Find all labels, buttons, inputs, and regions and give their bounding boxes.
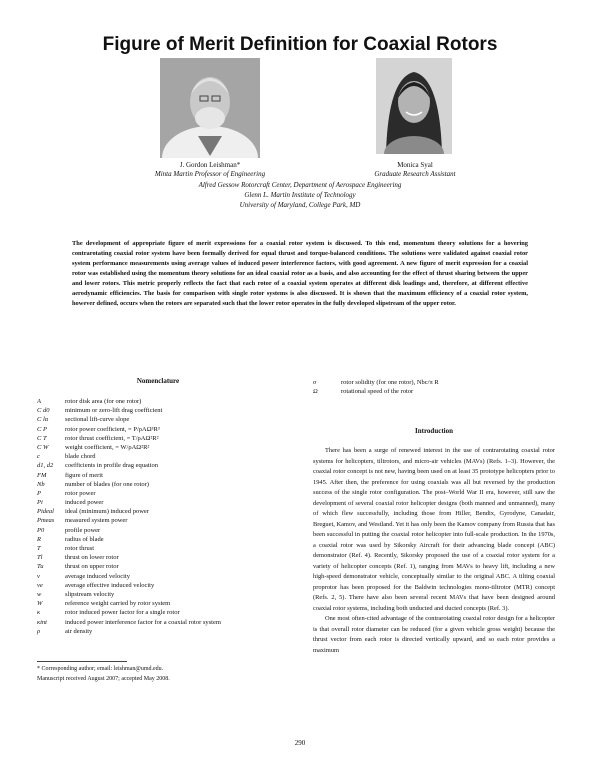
intro-paragraph: There has been a surge of renewed interest in the use of contrarotating coaxial rotor systems for helicopters, tiltrotors, and micro-air vehicles (MAVs) (Refs. 1–3). However, the coaxial rotor concept is not new, having been used on at least 35 prototype helicopters prior to 1945. After then, the preference for using coaxials was all but reversed by the production success of the single rotor configuration. The post–World War II era, however, still saw the development of several coaxial rotor helicopter designs (both manned and unmanned), many of which flew successfully, including those from Hiller, Bendix, Gyrodyne, Canadair, Breguet, Kamov, and Westland. Yet it has only been the Kamov company from Russia that has been successful in putting the coaxial rotor helicopter into full-scale production. In the 1970s, a coaxial rotor was used by Sikorsky Aircraft for their advancing blade concept (ABC) demonstrator (Ref. 4). Recently, Sikorsky proposed the use of a coaxial rotor system for a variety of helicopter concepts (Ref. 1), ranging from MAVs to heavy lift, including a new high-speed demonstrator vehicle, conceptually similar to the original ABC. A tilting coaxial proprotor has been proposed for the Baldwin technologies mono-tiltrotor (MTR) concept (Refs. 2, 5). There have also been several recent MAVs that have been designed around coaxial rotor systems, including both unducted and ducted concepts (Ref. 3).: [313, 447, 555, 612]
nomenclature-definition: rotational speed of the rotor: [341, 388, 414, 396]
affiliation: [0, 180, 600, 210]
nomenclature-symbol: Pi: [37, 499, 43, 507]
author-photo-leishman: [160, 58, 260, 158]
nomenclature-row: [37, 516, 287, 525]
nomenclature-symbol: ve: [37, 581, 43, 589]
affiliation-line: Glenn L. Martin Institute of Technology: [244, 191, 356, 199]
nomenclature-row: [37, 544, 287, 553]
nomenclature-definition: rotor thrust coefficient, = T/ρAΩ²R²: [65, 434, 159, 442]
footnotes: [37, 664, 170, 684]
nomenclature-symbol: FM: [37, 471, 47, 479]
nomenclature-row: [313, 378, 563, 387]
nomenclature-row: [37, 406, 287, 415]
nomenclature-symbol: Tl: [37, 554, 43, 562]
footnote-divider: [37, 661, 127, 662]
nomenclature-row: [37, 434, 287, 443]
nomenclature-symbol: c: [37, 453, 40, 461]
nomenclature-definition: rotor power: [65, 489, 96, 497]
nomenclature-symbol: Pmeas: [37, 517, 55, 525]
nomenclature-row: [37, 480, 287, 489]
nomenclature-definition: rotor power coefficient, = P/ρAΩ³R³: [65, 425, 160, 433]
nomenclature-symbol: w: [37, 590, 42, 598]
nomenclature-definition: radius of blade: [65, 535, 104, 543]
author-block-syal: [330, 161, 500, 179]
nomenclature-definition: average effective induced velocity: [65, 581, 155, 589]
nomenclature-row: [37, 562, 287, 571]
nomenclature-definition: thrust on upper rotor: [65, 563, 119, 571]
nomenclature-symbol: σ: [313, 379, 317, 386]
nomenclature-row: [37, 461, 287, 470]
affiliation-line: University of Maryland, College Park, MD: [239, 201, 361, 209]
nomenclature-symbol: C P: [37, 425, 47, 433]
author-name: Monica Syal: [397, 161, 433, 169]
author-name: J. Gordon Leishman*: [179, 161, 241, 169]
nomenclature-symbol: P0: [37, 526, 45, 534]
nomenclature-definition: induced power interference factor for a coaxial rotor system: [65, 618, 221, 626]
nomenclature-definition: slipstream velocity: [65, 590, 115, 598]
nomenclature-definition: number of blades (for one rotor): [65, 480, 149, 488]
page-number: 290: [294, 739, 306, 747]
nomenclature-symbol: ρ: [37, 627, 41, 635]
nomenclature-row: [37, 489, 287, 498]
nomenclature-symbol: C d0: [37, 407, 50, 415]
nomenclature-row: [37, 535, 287, 544]
nomenclature-symbol: κ: [37, 609, 41, 617]
nomenclature-definition: rotor solidity (for one rotor), Nbc/π R: [341, 379, 439, 386]
nomenclature-definition: coefficients in profile drag equation: [65, 462, 159, 470]
nomenclature-row: [37, 498, 287, 507]
nomenclature-definition: rotor thrust: [65, 545, 95, 552]
nomenclature-definition: weight coefficient, = W/ρAΩ²R²: [65, 443, 150, 451]
nomenclature-symbol: Nb: [37, 480, 45, 488]
nomenclature-definition: profile power: [65, 526, 101, 534]
nomenclature-definition: measured system power: [65, 517, 128, 525]
nomenclature-symbol: C W: [37, 443, 49, 451]
nomenclature-row: [37, 425, 287, 434]
nomenclature-row: [37, 553, 287, 562]
nomenclature-symbol: C lα: [37, 416, 49, 424]
nomenclature-symbol: Tu: [37, 563, 44, 571]
nomenclature-symbol: W: [37, 600, 43, 608]
nomenclature-definition: minimum or zero-lift drag coefficient: [65, 407, 163, 415]
nomenclature-row: [37, 507, 287, 516]
nomenclature-symbol: κint: [37, 618, 47, 626]
nomenclature-row: [37, 526, 287, 535]
nomenclature-symbol: v: [37, 572, 40, 580]
nomenclature-row: [37, 452, 287, 461]
nomenclature-list: [37, 397, 287, 636]
intro-paragraph: One most often-cited advantage of the contrarotating coaxial rotor design for a helicopter is that overall rotor diameter can be reduced (for a given vehicle gross weight) because the thrust vector from each rotor is directed vertically upward, and so each rotor provides a maximum: [313, 615, 555, 654]
nomenclature-symbol: d1, d2: [37, 462, 54, 470]
nomenclature-symbol: R: [37, 535, 41, 543]
nomenclature-definition: air density: [65, 627, 93, 635]
nomenclature-row: [37, 627, 287, 636]
footnote-manuscript: Manuscript received August 2007; accepted May 2008.: [37, 676, 170, 682]
nomenclature-row: [37, 471, 287, 480]
abstract: The development of appropriate figure of merit expressions for a coaxial rotor system is discussed. To this end, momentum theory solutions for a hovering contrarotating coaxial rotor system have been formally derived for equal thrust and torque-balanced conditions. The solutions were validated against coaxial rotor system performance measurements using average values of induced power interference factors, with good agreement. A new figure of merit expression for a coaxial rotor was established using the momentum theory solutions for an ideal coaxial rotor as a basis, and also accounting for the effect of thrust sharing between the upper and lower rotors. This metric properly reflects the fact that each rotor of a coaxial system operates at different disk loadings and, therefore, at different effective aerodynamic efficiencies. The basis for comparison with single rotor systems is also discussed. It is shown that the maximum efficiency of a coaxial rotor system, however defined, occurs when the rotors are separated such that the lower rotor operates in the fully developed slipstream of the upper rotor.: [72, 240, 528, 307]
nomenclature-row: [37, 618, 287, 627]
affiliation-line: Alfred Gessow Rotorcraft Center, Department of Aerospace Engineering: [198, 181, 402, 189]
nomenclature-symbol: Pideal: [37, 508, 54, 516]
author-title: Minta Martin Professor of Engineering: [154, 170, 266, 178]
nomenclature-definition: rotor induced power factor for a single rotor: [65, 609, 180, 617]
nomenclature-definition: ideal (minimum) induced power: [65, 508, 149, 516]
nomenclature-heading: Nomenclature: [136, 377, 180, 385]
footnote-corresponding: * Corresponding author; email: leishman@umd.edu.: [37, 666, 164, 672]
author-title: Graduate Research Assistant: [374, 170, 456, 178]
nomenclature-definition: induced power: [65, 499, 104, 507]
author-block-leishman: [120, 161, 300, 179]
nomenclature-definition: sectional lift-curve slope: [65, 416, 130, 424]
paper-title: Figure of Merit Definition for Coaxial Rotors: [102, 34, 498, 55]
author-photo-syal: [376, 58, 452, 154]
introduction-body: [313, 446, 555, 656]
nomenclature-row: [37, 608, 287, 617]
nomenclature-definition: reference weight carried by rotor system: [65, 600, 171, 608]
nomenclature-definition: blade chord: [65, 453, 96, 461]
introduction-heading: Introduction: [415, 427, 453, 435]
nomenclature-row: [37, 572, 287, 581]
nomenclature-row: [37, 415, 287, 424]
nomenclature-symbol: T: [37, 545, 41, 552]
nomenclature-list-continued: [313, 378, 563, 396]
nomenclature-symbol: P: [37, 489, 41, 497]
nomenclature-row: [313, 387, 563, 396]
nomenclature-row: [37, 581, 287, 590]
nomenclature-row: [37, 397, 287, 406]
nomenclature-row: [37, 599, 287, 608]
nomenclature-row: [37, 443, 287, 452]
nomenclature-row: [37, 590, 287, 599]
nomenclature-definition: rotor disk area (for one rotor): [65, 398, 142, 405]
nomenclature-definition: average induced velocity: [65, 572, 130, 580]
nomenclature-symbol: Ω: [313, 388, 318, 396]
nomenclature-symbol: C T: [37, 434, 47, 442]
nomenclature-definition: figure of merit: [65, 471, 103, 479]
nomenclature-definition: thrust on lower rotor: [65, 554, 119, 562]
nomenclature-symbol: A: [37, 398, 41, 405]
